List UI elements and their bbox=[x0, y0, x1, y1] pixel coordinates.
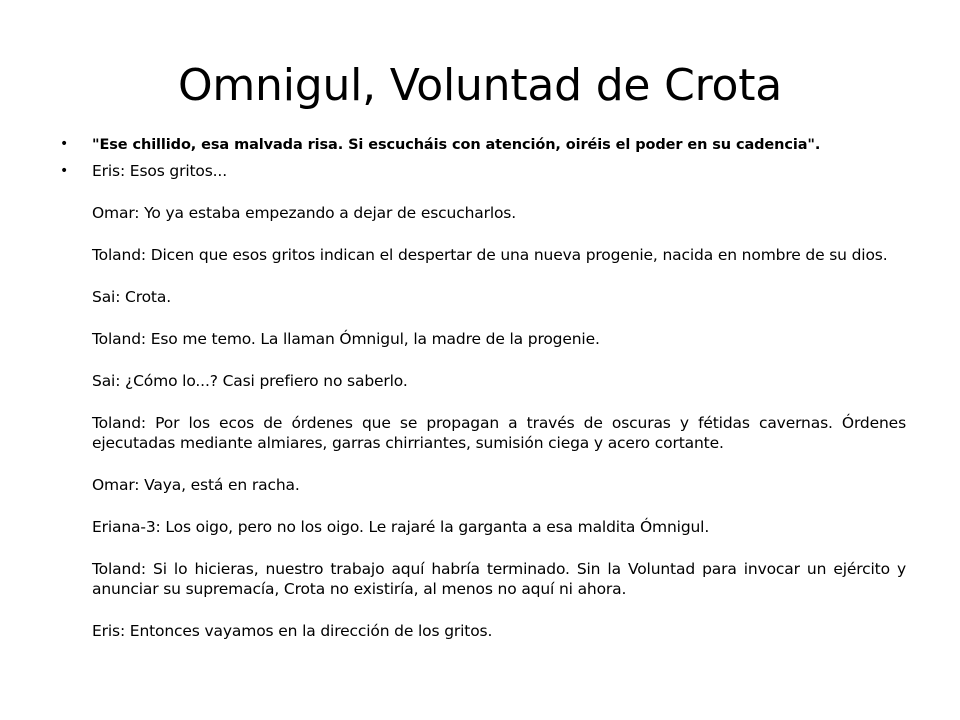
quote-text: "Ese chillido, esa malvada risa. Si escucháis con atención, oiréis el poder en su cadencia". bbox=[92, 137, 821, 153]
dialogue-line: Sai: Crota. bbox=[92, 288, 171, 306]
dialogue-line: Eris: Entonces vayamos en la dirección de los gritos. bbox=[92, 622, 493, 640]
dialogue-line: Toland: Por los ecos de órdenes que se propagan a través de oscuras y fétidas cavernas. Órdenes ejecutadas mediante almiares, garras chirriantes, sumisión ciega y acero cortante. bbox=[92, 414, 906, 452]
dialogue-line: Toland: Si lo hicieras, nuestro trabajo aquí habría terminado. Sin la Voluntad para invocar un ejército y anunciar su supremacía, Crota no existiría, al menos no aquí ni ahora. bbox=[92, 560, 906, 598]
bullet-list bbox=[60, 134, 906, 641]
dialogue-line: Omar: Vaya, está en racha. bbox=[92, 476, 300, 494]
bullet-dot-icon: • bbox=[60, 136, 69, 152]
dialogue-line: Toland: Dicen que esos gritos indican el despertar de una nueva progenie, nacida en nombre de su dios. bbox=[92, 246, 888, 264]
bullet-dialogue bbox=[60, 161, 906, 641]
dialogue-line: Eris: Esos gritos... bbox=[92, 162, 227, 180]
dialogue-line: Eriana-3: Los oigo, pero no los oigo. Le rajaré la garganta a esa maldita Ómnigul. bbox=[92, 518, 710, 536]
dialogue-line: Sai: ¿Cómo lo...? Casi prefiero no saberlo. bbox=[92, 372, 408, 390]
slide-title: Omnigul, Voluntad de Crota bbox=[177, 60, 783, 111]
dialogue-block bbox=[92, 161, 906, 641]
bullet-quote bbox=[60, 134, 906, 155]
bullet-dot-icon: • bbox=[60, 163, 69, 179]
dialogue-line: Toland: Eso me temo. La llaman Ómnigul, la madre de la progenie. bbox=[92, 330, 600, 348]
dialogue-line: Omar: Yo ya estaba empezando a dejar de escucharlos. bbox=[92, 204, 517, 222]
